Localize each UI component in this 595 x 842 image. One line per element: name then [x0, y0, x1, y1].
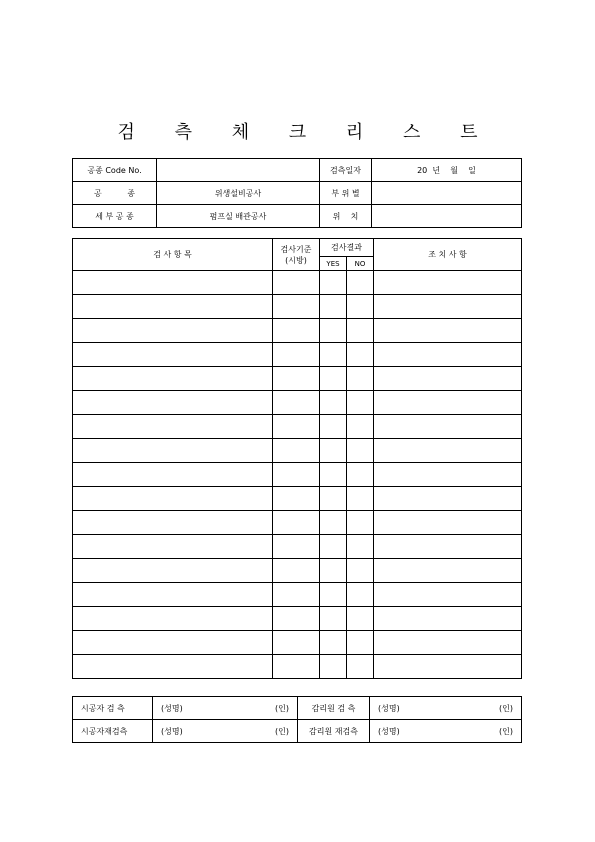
no-cell[interactable]	[347, 631, 374, 655]
contractor-reinspection-sign-field[interactable]	[153, 720, 298, 743]
item-cell[interactable]	[73, 439, 273, 463]
work-type-label: 공 종	[73, 182, 157, 205]
yes-cell[interactable]	[320, 295, 347, 319]
standard-cell[interactable]	[273, 559, 320, 583]
yes-cell[interactable]	[320, 583, 347, 607]
info-table	[72, 158, 522, 228]
supervisor-reinspection-label: 감리원 재검측	[298, 720, 370, 743]
part-label: 부 위 별	[320, 182, 372, 205]
contractor-inspection-sign-field[interactable]	[153, 697, 298, 720]
standard-cell[interactable]	[273, 343, 320, 367]
supervisor-re-seal-placeholder: (인)	[499, 726, 513, 736]
contractor-re-name-placeholder: (성명)	[161, 726, 183, 736]
item-cell[interactable]	[73, 487, 273, 511]
table-row	[73, 295, 522, 319]
standard-cell[interactable]	[273, 607, 320, 631]
part-field[interactable]	[372, 182, 522, 205]
standard-cell[interactable]	[273, 655, 320, 679]
col-result-header: 검사결과	[320, 239, 374, 257]
item-cell[interactable]	[73, 295, 273, 319]
no-cell[interactable]	[347, 367, 374, 391]
table-row	[73, 391, 522, 415]
action-cell[interactable]	[374, 559, 522, 583]
table-row	[73, 343, 522, 367]
table-row	[73, 439, 522, 463]
no-cell[interactable]	[347, 391, 374, 415]
item-cell[interactable]	[73, 319, 273, 343]
detail-work-field[interactable]: 펌프실 배관공사	[157, 205, 320, 228]
item-cell[interactable]	[73, 343, 273, 367]
standard-cell[interactable]	[273, 535, 320, 559]
yes-cell[interactable]	[320, 439, 347, 463]
action-cell[interactable]	[374, 271, 522, 295]
action-cell[interactable]	[374, 631, 522, 655]
contractor-inspection-label: 시공자 검 측	[73, 697, 153, 720]
action-cell[interactable]	[374, 487, 522, 511]
col-standard-line1: 검사기준	[280, 244, 312, 254]
standard-cell[interactable]	[273, 583, 320, 607]
contractor-seal-placeholder: (인)	[275, 703, 289, 713]
table-row	[73, 535, 522, 559]
no-cell[interactable]	[347, 655, 374, 679]
col-standard-line2: (시방)	[285, 255, 307, 265]
col-standard-header	[273, 239, 320, 271]
action-cell[interactable]	[374, 319, 522, 343]
action-cell[interactable]	[374, 655, 522, 679]
no-cell[interactable]	[347, 487, 374, 511]
supervisor-inspection-sign-field[interactable]	[370, 697, 522, 720]
info-row-code	[73, 159, 522, 182]
standard-cell[interactable]	[273, 487, 320, 511]
supervisor-inspection-label: 감리원 검 측	[298, 697, 370, 720]
standard-cell[interactable]	[273, 511, 320, 535]
table-row	[73, 583, 522, 607]
no-cell[interactable]	[347, 439, 374, 463]
location-field[interactable]	[372, 205, 522, 228]
table-row	[73, 655, 522, 679]
item-cell[interactable]	[73, 271, 273, 295]
yes-cell[interactable]	[320, 487, 347, 511]
action-cell[interactable]	[374, 295, 522, 319]
standard-cell[interactable]	[273, 271, 320, 295]
table-row	[73, 631, 522, 655]
yes-cell[interactable]	[320, 343, 347, 367]
no-cell[interactable]	[347, 607, 374, 631]
col-no-header: NO	[347, 257, 374, 271]
inspection-date-field[interactable]: 20 년 월 일	[372, 159, 522, 182]
standard-cell[interactable]	[273, 391, 320, 415]
yes-cell[interactable]	[320, 391, 347, 415]
table-row	[73, 463, 522, 487]
table-row	[73, 271, 522, 295]
supervisor-name-placeholder: (성명)	[378, 703, 400, 713]
item-cell[interactable]	[73, 511, 273, 535]
checklist-table	[72, 238, 522, 679]
info-row-detail	[73, 205, 522, 228]
yes-cell[interactable]	[320, 367, 347, 391]
contractor-name-placeholder: (성명)	[161, 703, 183, 713]
inspection-date-label: 검측일자	[320, 159, 372, 182]
standard-cell[interactable]	[273, 463, 320, 487]
item-cell[interactable]	[73, 559, 273, 583]
standard-cell[interactable]	[273, 631, 320, 655]
yes-cell[interactable]	[320, 511, 347, 535]
yes-cell[interactable]	[320, 655, 347, 679]
standard-cell[interactable]	[273, 319, 320, 343]
signature-row-2	[73, 720, 522, 743]
yes-cell[interactable]	[320, 535, 347, 559]
yes-cell[interactable]	[320, 631, 347, 655]
item-cell[interactable]	[73, 607, 273, 631]
no-cell[interactable]	[347, 271, 374, 295]
no-cell[interactable]	[347, 583, 374, 607]
action-cell[interactable]	[374, 439, 522, 463]
work-type-field[interactable]: 위생설비공사	[157, 182, 320, 205]
yes-cell[interactable]	[320, 463, 347, 487]
work-code-field[interactable]	[157, 159, 320, 182]
item-cell[interactable]	[73, 367, 273, 391]
info-row-work-type	[73, 182, 522, 205]
no-cell[interactable]	[347, 463, 374, 487]
contractor-re-seal-placeholder: (인)	[275, 726, 289, 736]
standard-cell[interactable]	[273, 415, 320, 439]
yes-cell[interactable]	[320, 559, 347, 583]
no-cell[interactable]	[347, 295, 374, 319]
action-cell[interactable]	[374, 343, 522, 367]
table-row	[73, 559, 522, 583]
contractor-reinspection-label: 시공자재검측	[73, 720, 153, 743]
col-action-header: 조 치 사 항	[374, 239, 522, 271]
standard-cell[interactable]	[273, 367, 320, 391]
action-cell[interactable]	[374, 391, 522, 415]
signature-table	[72, 696, 522, 743]
item-cell[interactable]	[73, 463, 273, 487]
yes-cell[interactable]	[320, 607, 347, 631]
standard-cell[interactable]	[273, 439, 320, 463]
action-cell[interactable]	[374, 463, 522, 487]
table-row	[73, 607, 522, 631]
item-cell[interactable]	[73, 655, 273, 679]
col-yes-header: YES	[320, 257, 347, 271]
yes-cell[interactable]	[320, 415, 347, 439]
action-cell[interactable]	[374, 583, 522, 607]
item-cell[interactable]	[73, 583, 273, 607]
action-cell[interactable]	[374, 367, 522, 391]
location-label: 위 치	[320, 205, 372, 228]
item-cell[interactable]	[73, 391, 273, 415]
signature-row-1	[73, 697, 522, 720]
item-cell[interactable]	[73, 415, 273, 439]
no-cell[interactable]	[347, 559, 374, 583]
supervisor-reinspection-sign-field[interactable]	[370, 720, 522, 743]
table-row	[73, 487, 522, 511]
action-cell[interactable]	[374, 535, 522, 559]
table-row	[73, 319, 522, 343]
yes-cell[interactable]	[320, 319, 347, 343]
action-cell[interactable]	[374, 607, 522, 631]
item-cell[interactable]	[73, 631, 273, 655]
checklist-body	[73, 271, 522, 679]
work-code-label: 공종 Code No.	[73, 159, 157, 182]
table-row	[73, 367, 522, 391]
item-cell[interactable]	[73, 535, 273, 559]
table-row	[73, 511, 522, 535]
col-item-header: 검 사 항 목	[73, 239, 273, 271]
checklist-header-row	[73, 239, 522, 257]
action-cell[interactable]	[374, 511, 522, 535]
yes-cell[interactable]	[320, 271, 347, 295]
no-cell[interactable]	[347, 343, 374, 367]
no-cell[interactable]	[347, 535, 374, 559]
no-cell[interactable]	[347, 511, 374, 535]
supervisor-re-name-placeholder: (성명)	[378, 726, 400, 736]
action-cell[interactable]	[374, 415, 522, 439]
no-cell[interactable]	[347, 319, 374, 343]
standard-cell[interactable]	[273, 295, 320, 319]
no-cell[interactable]	[347, 415, 374, 439]
table-row	[73, 415, 522, 439]
document-title: 검 측 체 크 리 스 트	[117, 122, 495, 143]
supervisor-seal-placeholder: (인)	[499, 703, 513, 713]
detail-work-label: 세 부 공 종	[73, 205, 157, 228]
